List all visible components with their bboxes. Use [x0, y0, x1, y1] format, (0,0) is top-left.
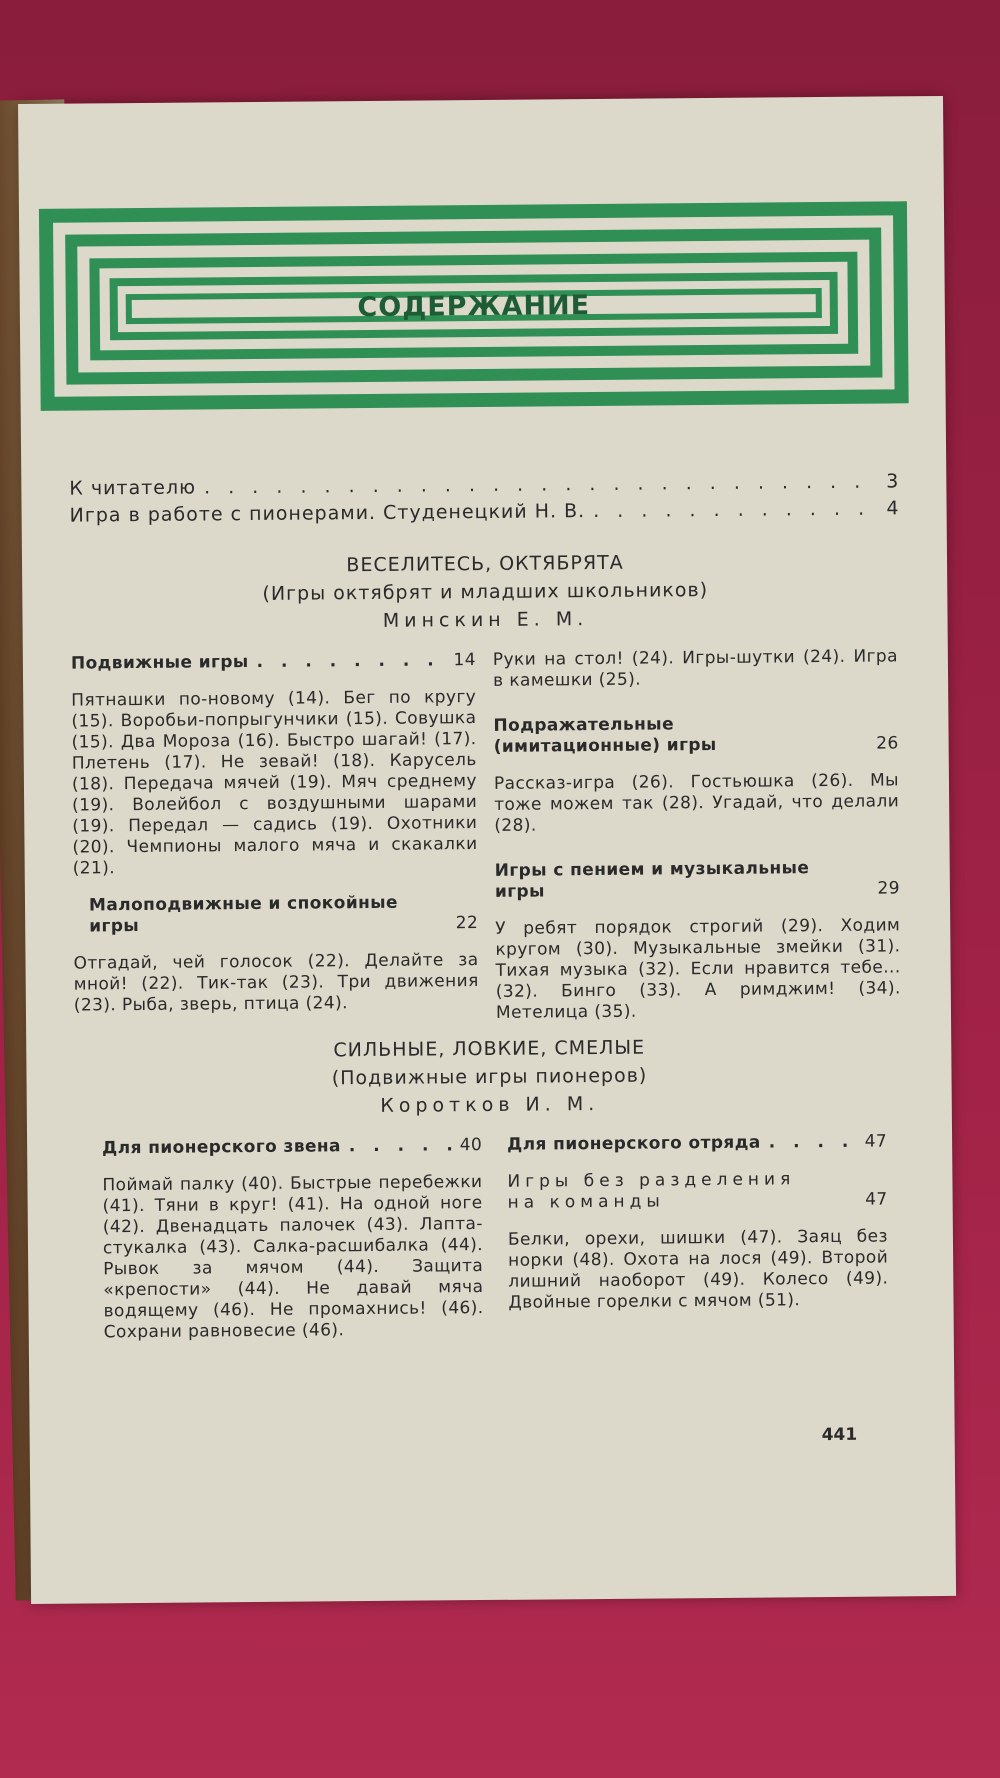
toc-heading: Подражательные (имитационные) игры [493, 714, 717, 757]
toc-heading: Игры без разделения на команды [507, 1169, 796, 1213]
toc-text: У ребят порядок строгий (29). Ходим кругом (30). Музыкальные змейки (31). Тихая музыка (32). Если нравится тебе... (32). Бинго (33). А римджим! (34). Метелица (35). [495, 915, 901, 1023]
section-title: СИЛЬНЫЕ, ЛОВКИЕ, СМЕЛЫЕ [333, 1036, 646, 1062]
page-number: 441 [821, 1424, 858, 1446]
toc-heading: Подвижные игры . . . 14 [71, 650, 476, 675]
section-subtitle: (Подвижные игры пионеров) [331, 1064, 648, 1090]
toc-text: Пятнашки по-новому (14). Бег по кругу (15). Воробьи-попрыгунчики (15). Совушка (15). Два Мороза (16). Быстро шагай! (17). Плетень (17). Не зевай! (18). Карусель (18). Передача мячей (19). Мяч среднему (19). Волейбол с воздушными шарами (19). Передал — садись (19). Охотники (20). Чемпионы малого мяча и скакалки (21). [71, 687, 478, 879]
section-title: ВЕСЕЛИТЕСЬ, ОКТЯБРЯТА [346, 551, 624, 577]
toc-text: Поймай палку (40). Быстрые перебежки (41). Тяни в круг! (41). На одной ноге (42). Двенадцать палочек (43). Лапта-стукалка (43). Салка-расшибалка (44). Рывок за мячом (44). Защита «крепости» (44). Не давай мяча водящему (46). Не промахнись! (46). Сохрани равновесие (46). [102, 1172, 484, 1343]
section2-header [74, 1031, 905, 1122]
toc-text: Отгадай, чей голосок (22). Делайте за мной! (22). Тик-так (23). Три движения (23). Рыба, зверь, птица (24). [73, 950, 479, 1016]
title-frame [39, 201, 909, 411]
intro-entries [69, 468, 899, 529]
section2-right-column: Для пионерского отряда . . . 47 Игры без разделения на команды 47 Белки, орехи, шишки (47). Заяц без норки (48). Охота на лося (49). Второй лишний наоборот (49). Колесо (49). Двойные горелки с мячом (51). [507, 1131, 889, 1313]
section1-left-column: Подвижные игры . . . 14 Пятнашки по-новому (14). Бег по кругу (15). Воробьи-попрыгунчики (15). Совушка (15). Два Мороза (16). Быстро шагай! (17). Плетень (17). Не зевай! (18). Карусель (18). Передача мячей (19). Мяч среднему (19). Волейбол с воздушными шарами (19). Передал — садись (19). Охотники (20). Чемпионы малого мяча и скакалки (21). Малоподвижные и спокойные игры 22 Отгадай, чей голосок (22). Делайте за мной! (22). Тик-так (23). Три движения (23). Рыба, зверь, птица (24). [71, 650, 479, 1017]
toc-heading: Для пионерского отряда . . . 47 [507, 1131, 887, 1155]
toc-heading: Игры с пением и музыкальные игры [494, 858, 810, 902]
toc-text: Руки на стол! (24). Игры-шутки (24). Игра в камешки (25). [492, 646, 898, 691]
toc-entry-page: 3 [886, 470, 900, 493]
toc-text: Белки, орехи, шишки (47). Заяц без норки (48). Охота на лося (49). Второй лишний наоборот (49). Колесо (49). Двойные горелки с мячом (51). [507, 1226, 889, 1313]
section1-right-column: Руки на стол! (24). Игры-шутки (24). Игра в камешки (25). Подражательные (имитационные) игры 26 Рассказ-игра (26). Гостьюшка (26). Мы тоже можем так (28). Угадай, что делали (28). Игры с пением и музыкальные игры 29 У ребят порядок строгий (29). Ходим кругом (30). Музыкальные змейки (31). Тихая музыка (32). Если нравится тебе... (32). Бинго (33). А римджим! (34). Метелица (35). [492, 646, 901, 1023]
book-page [18, 96, 956, 1604]
toc-entry-label: Игра в работе с пионерами. Студенецкий Н. В. [69, 500, 586, 527]
toc-text: Рассказ-игра (26). Гостьюшка (26). Мы тоже можем так (28). Угадай, что делали (28). [493, 770, 900, 836]
leader-dots [593, 496, 879, 525]
toc-heading: Для пионерского звена . . . 40 [102, 1135, 482, 1159]
page-title: СОДЕРЖАНИЕ [357, 289, 591, 323]
section2-left-column [102, 1135, 484, 1343]
section-author: Коротков И. М. [380, 1093, 600, 1117]
toc-entry-page: 4 [886, 497, 900, 520]
section1-header [70, 546, 901, 637]
toc-heading: Малоподвижные и спокойные игры [88, 892, 399, 937]
section-author: Минскин Е. М. [382, 608, 589, 632]
section-subtitle: (Игры октябрят и младших школьников) [262, 579, 709, 605]
toc-entry-label: К читателю [69, 476, 197, 500]
